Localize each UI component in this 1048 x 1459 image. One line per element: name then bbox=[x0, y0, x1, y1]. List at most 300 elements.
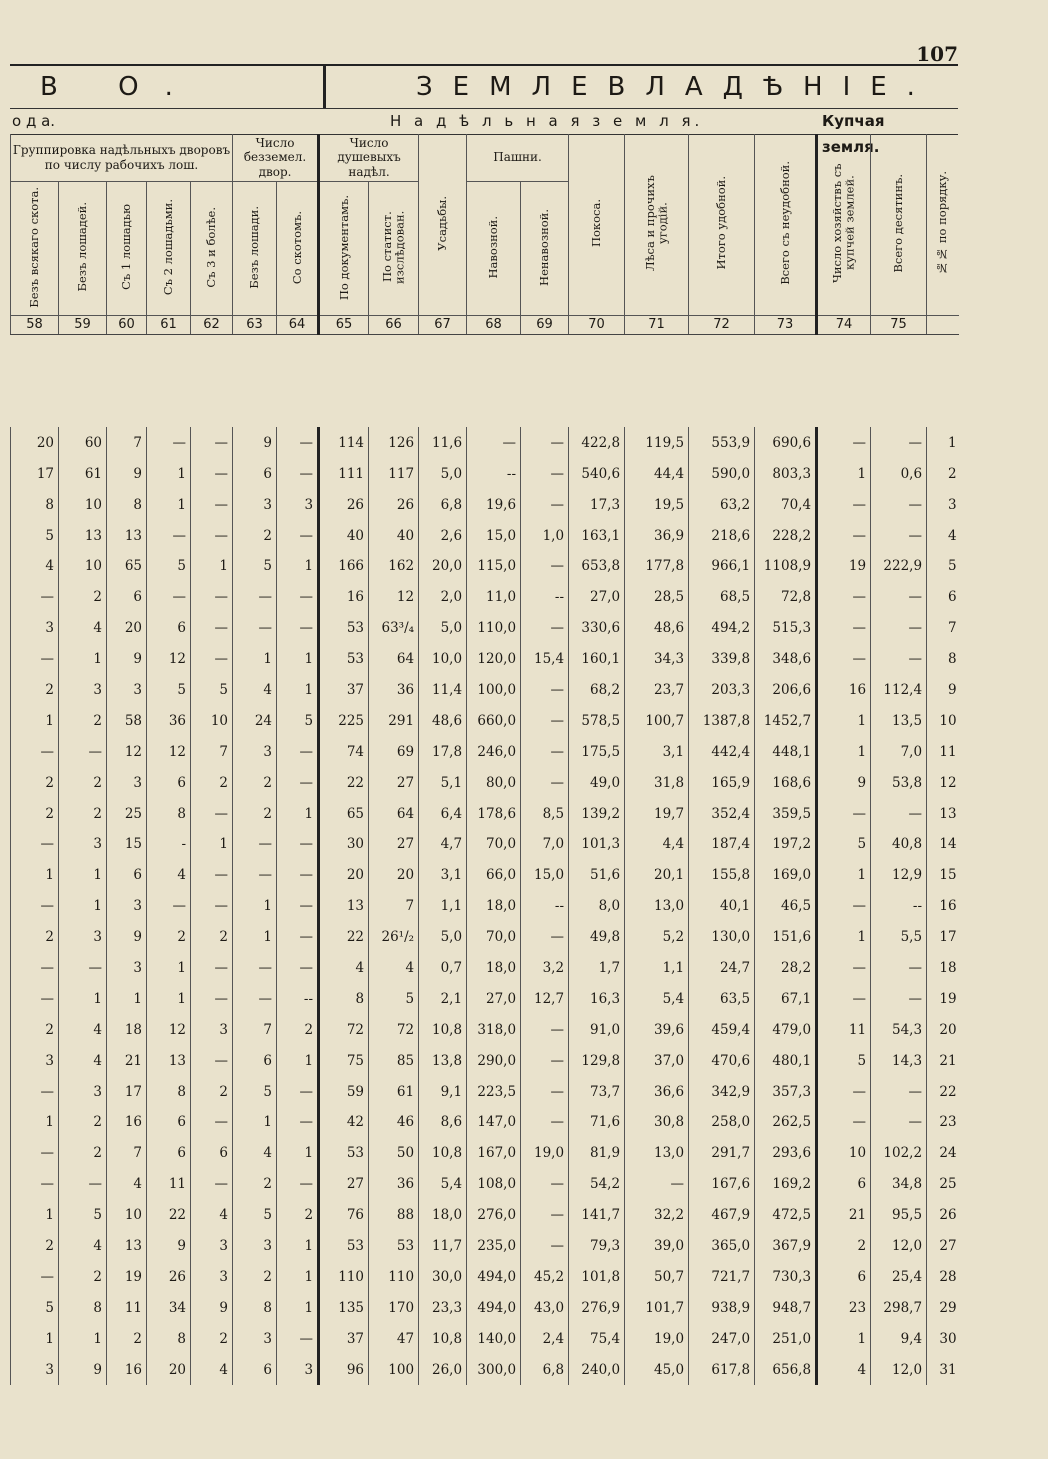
table-cell: — bbox=[147, 582, 191, 613]
table-cell: 4 bbox=[233, 675, 277, 706]
table-cell: 70,4 bbox=[755, 489, 817, 520]
table-cell: 339,8 bbox=[689, 644, 755, 675]
table-cell: 5 bbox=[191, 675, 233, 706]
table-cell: 16,3 bbox=[569, 983, 625, 1014]
table-cell: 5 bbox=[817, 1045, 871, 1076]
table-cell: 448,1 bbox=[755, 736, 817, 767]
table-cell: — bbox=[871, 427, 927, 458]
table-cell: — bbox=[817, 953, 871, 984]
table-cell: 51,6 bbox=[569, 860, 625, 891]
table-cell: 28,5 bbox=[625, 582, 689, 613]
table-cell: 27,0 bbox=[467, 983, 521, 1014]
table-cell: 21 bbox=[107, 1045, 147, 1076]
header-col-58: Безъ всякаго скота. bbox=[11, 182, 59, 316]
table-row bbox=[11, 520, 959, 551]
main-heading: ЗЕМЛЕВЛАДѢНІЕ. bbox=[323, 66, 1016, 108]
table-cell: 59 bbox=[319, 1076, 369, 1107]
table-cell: 15,0 bbox=[521, 860, 569, 891]
table-cell: 3 bbox=[191, 1231, 233, 1262]
table-cell: — bbox=[191, 644, 233, 675]
table-cell: 1387,8 bbox=[689, 705, 755, 736]
table-cell: 21 bbox=[817, 1200, 871, 1231]
table-cell: 4 bbox=[11, 551, 59, 582]
table-cell: 19,6 bbox=[467, 489, 521, 520]
table-row bbox=[11, 1014, 959, 1045]
row-index-cell: 22 bbox=[927, 1076, 959, 1107]
table-cell: 1 bbox=[59, 983, 107, 1014]
table-cell: 3 bbox=[233, 489, 277, 520]
table-cell: 5 bbox=[233, 1076, 277, 1107]
table-cell: — bbox=[11, 1076, 59, 1107]
table-cell: 9,1 bbox=[419, 1076, 467, 1107]
row-index-cell: 26 bbox=[927, 1200, 959, 1231]
table-cell: 53 bbox=[319, 613, 369, 644]
table-cell: 20,1 bbox=[625, 860, 689, 891]
table-cell: 18,0 bbox=[467, 891, 521, 922]
table-cell: 5 bbox=[233, 551, 277, 582]
table-cell: 6 bbox=[147, 1138, 191, 1169]
table-cell: 1 bbox=[191, 829, 233, 860]
header-col-70: Покоса. bbox=[569, 134, 625, 316]
table-cell: 653,8 bbox=[569, 551, 625, 582]
table-cell: 2 bbox=[11, 798, 59, 829]
table-cell: 40 bbox=[319, 520, 369, 551]
page-number: 107 bbox=[916, 42, 958, 66]
table-cell: 169,0 bbox=[755, 860, 817, 891]
table-cell: 9 bbox=[107, 458, 147, 489]
table-row bbox=[11, 1076, 959, 1107]
column-number: 75 bbox=[871, 316, 927, 335]
table-cell: 79,3 bbox=[569, 1231, 625, 1262]
table-cell: — bbox=[521, 736, 569, 767]
table-cell: 6 bbox=[233, 1354, 277, 1385]
table-cell: 359,5 bbox=[755, 798, 817, 829]
table-cell: 6,4 bbox=[419, 798, 467, 829]
table-cell: 4,4 bbox=[625, 829, 689, 860]
table-cell: — bbox=[277, 1323, 319, 1354]
table-cell: 3 bbox=[59, 1076, 107, 1107]
table-cell: 139,2 bbox=[569, 798, 625, 829]
table-cell: — bbox=[277, 829, 319, 860]
table-cell: — bbox=[277, 1169, 319, 1200]
table-cell: 2 bbox=[11, 922, 59, 953]
table-cell: 117 bbox=[369, 458, 419, 489]
table-cell: — bbox=[11, 736, 59, 767]
table-cell: 5,0 bbox=[419, 458, 467, 489]
table-cell: 12 bbox=[147, 644, 191, 675]
subheading-allotment: Н а д ѣ л ь н а я з е м л я. bbox=[390, 112, 704, 130]
subheading-left: о д а. bbox=[12, 112, 56, 130]
group-header-row bbox=[11, 134, 959, 182]
table-cell: — bbox=[59, 953, 107, 984]
column-number: 59 bbox=[59, 316, 107, 335]
table-cell: 8 bbox=[107, 489, 147, 520]
table-cell: 53 bbox=[369, 1231, 419, 1262]
table-cell: — bbox=[11, 644, 59, 675]
table-cell: 12 bbox=[107, 736, 147, 767]
table-cell: 6 bbox=[147, 767, 191, 798]
table-cell: — bbox=[521, 1200, 569, 1231]
table-cell: 247,0 bbox=[689, 1323, 755, 1354]
table-cell: 17,3 bbox=[569, 489, 625, 520]
table-cell: 13 bbox=[319, 891, 369, 922]
table-cell: 23,3 bbox=[419, 1292, 467, 1323]
table-cell: — bbox=[871, 983, 927, 1014]
table-cell: 3 bbox=[277, 489, 319, 520]
header-col-67: Усадьбы. bbox=[419, 134, 467, 316]
table-cell: 13 bbox=[59, 520, 107, 551]
table-cell: 20 bbox=[147, 1354, 191, 1385]
table-cell: 5,0 bbox=[419, 922, 467, 953]
table-cell: 36,9 bbox=[625, 520, 689, 551]
table-cell: - bbox=[147, 829, 191, 860]
table-cell: — bbox=[277, 767, 319, 798]
table-cell: 2 bbox=[191, 922, 233, 953]
table-cell: 5 bbox=[277, 705, 319, 736]
table-cell: — bbox=[817, 798, 871, 829]
table-cell: — bbox=[191, 582, 233, 613]
table-cell: 3 bbox=[277, 1354, 319, 1385]
table-cell: 170 bbox=[369, 1292, 419, 1323]
table-cell: 11 bbox=[147, 1169, 191, 1200]
row-index-cell: 3 bbox=[927, 489, 959, 520]
table-cell: 110 bbox=[369, 1261, 419, 1292]
header-col-64: Со скотомъ. bbox=[277, 182, 319, 316]
table-cell: 40 bbox=[369, 520, 419, 551]
table-cell: 135 bbox=[319, 1292, 369, 1323]
table-cell: 49,8 bbox=[569, 922, 625, 953]
table-cell: 10,8 bbox=[419, 1323, 467, 1354]
table-cell: — bbox=[11, 953, 59, 984]
table-cell: 291 bbox=[369, 705, 419, 736]
table-cell: 2 bbox=[107, 1323, 147, 1354]
header-horse-grouping: Группировка надѣльныхъ дворовъ по числу рабочихъ лош. bbox=[11, 134, 233, 182]
table-cell: 16 bbox=[107, 1354, 147, 1385]
table-cell: 803,3 bbox=[755, 458, 817, 489]
table-cell: 9 bbox=[233, 427, 277, 458]
table-cell: 10 bbox=[817, 1138, 871, 1169]
table-cell: 147,0 bbox=[467, 1107, 521, 1138]
table-cell: 1 bbox=[817, 705, 871, 736]
table-cell: 4 bbox=[319, 953, 369, 984]
column-number: 70 bbox=[569, 316, 625, 335]
table-cell: — bbox=[277, 922, 319, 953]
table-cell: 6 bbox=[817, 1261, 871, 1292]
table-cell: 43,0 bbox=[521, 1292, 569, 1323]
table-cell: 166 bbox=[319, 551, 369, 582]
table-cell: — bbox=[871, 520, 927, 551]
row-index-cell: 6 bbox=[927, 582, 959, 613]
table-cell: 422,8 bbox=[569, 427, 625, 458]
table-cell: 467,9 bbox=[689, 1200, 755, 1231]
table-cell: 5,4 bbox=[625, 983, 689, 1014]
row-index-cell: 18 bbox=[927, 953, 959, 984]
table-cell: 36 bbox=[369, 1169, 419, 1200]
header-col-66: По статист. изслѣдован. bbox=[369, 182, 419, 316]
table-cell: 4 bbox=[59, 1231, 107, 1262]
row-index-cell: 29 bbox=[927, 1292, 959, 1323]
table-cell: — bbox=[817, 983, 871, 1014]
table-cell: 72 bbox=[319, 1014, 369, 1045]
table-cell: 8 bbox=[59, 1292, 107, 1323]
table-cell: 590,0 bbox=[689, 458, 755, 489]
table-cell: 553,9 bbox=[689, 427, 755, 458]
table-cell: 40,8 bbox=[871, 829, 927, 860]
table-cell: — bbox=[11, 829, 59, 860]
table-cell: 276,0 bbox=[467, 1200, 521, 1231]
table-cell: 357,3 bbox=[755, 1076, 817, 1107]
row-index-cell: 13 bbox=[927, 798, 959, 829]
table-cell: 656,8 bbox=[755, 1354, 817, 1385]
table-cell: 2 bbox=[59, 582, 107, 613]
table-cell: 6 bbox=[233, 458, 277, 489]
table-cell: 3 bbox=[191, 1014, 233, 1045]
table-cell: 101,8 bbox=[569, 1261, 625, 1292]
table-cell: — bbox=[871, 1107, 927, 1138]
table-cell: — bbox=[11, 1169, 59, 1200]
table-cell: 1 bbox=[277, 1231, 319, 1262]
table-cell: 167,6 bbox=[689, 1169, 755, 1200]
table-cell: 8,6 bbox=[419, 1107, 467, 1138]
table-spacer-row bbox=[11, 335, 959, 428]
table-cell: 13 bbox=[147, 1045, 191, 1076]
header-landless: Число безземел. двор. bbox=[233, 134, 319, 182]
table-cell: 1108,9 bbox=[755, 551, 817, 582]
table-cell: 168,6 bbox=[755, 767, 817, 798]
table-cell: 30,8 bbox=[625, 1107, 689, 1138]
table-cell: — bbox=[191, 860, 233, 891]
table-cell: 177,8 bbox=[625, 551, 689, 582]
table-cell: 1 bbox=[277, 551, 319, 582]
table-cell: 63,2 bbox=[689, 489, 755, 520]
table-cell: 8,0 bbox=[569, 891, 625, 922]
table-cell: — bbox=[521, 705, 569, 736]
table-cell: 367,9 bbox=[755, 1231, 817, 1262]
row-index-cell: 28 bbox=[927, 1261, 959, 1292]
column-number: 72 bbox=[689, 316, 755, 335]
table-cell: 13 bbox=[107, 1231, 147, 1262]
table-cell: — bbox=[11, 891, 59, 922]
table-cell: 101,3 bbox=[569, 829, 625, 860]
table-cell: 2 bbox=[59, 705, 107, 736]
table-cell: 1 bbox=[11, 705, 59, 736]
table-cell: 2 bbox=[59, 798, 107, 829]
table-cell: 7 bbox=[191, 736, 233, 767]
table-cell: 100,7 bbox=[625, 705, 689, 736]
table-cell: — bbox=[871, 953, 927, 984]
table-cell: — bbox=[817, 582, 871, 613]
table-cell: — bbox=[11, 1261, 59, 1292]
table-cell: — bbox=[191, 458, 233, 489]
table-cell: 114 bbox=[319, 427, 369, 458]
table-cell: 6 bbox=[107, 860, 147, 891]
table-cell: 197,2 bbox=[755, 829, 817, 860]
table-cell: 34,3 bbox=[625, 644, 689, 675]
table-cell: 4 bbox=[191, 1200, 233, 1231]
table-cell: 1 bbox=[277, 675, 319, 706]
table-cell: 167,0 bbox=[467, 1138, 521, 1169]
table-cell: 53 bbox=[319, 1138, 369, 1169]
table-row bbox=[11, 1354, 959, 1385]
table-cell: 49,0 bbox=[569, 767, 625, 798]
table-cell: 10 bbox=[59, 489, 107, 520]
table-cell: — bbox=[277, 582, 319, 613]
table-cell: 26¹/₂ bbox=[369, 922, 419, 953]
table-row bbox=[11, 582, 959, 613]
table-cell: 17,8 bbox=[419, 736, 467, 767]
table-cell: 44,4 bbox=[625, 458, 689, 489]
table-cell: 65 bbox=[107, 551, 147, 582]
table-cell: 165,9 bbox=[689, 767, 755, 798]
table-cell: 1 bbox=[107, 983, 147, 1014]
table-row bbox=[11, 891, 959, 922]
table-cell: 81,9 bbox=[569, 1138, 625, 1169]
table-cell: 19 bbox=[817, 551, 871, 582]
column-number: 58 bbox=[11, 316, 59, 335]
table-row bbox=[11, 675, 959, 706]
table-cell: 1,7 bbox=[569, 953, 625, 984]
table-cell: 4 bbox=[191, 1354, 233, 1385]
table-cell: 11 bbox=[107, 1292, 147, 1323]
table-cell: 115,0 bbox=[467, 551, 521, 582]
table-cell: 10,8 bbox=[419, 1014, 467, 1045]
header-col-74: Число хозяйствъ съ купчей землей. bbox=[817, 134, 871, 316]
row-index-cell: 25 bbox=[927, 1169, 959, 1200]
table-cell: — bbox=[521, 767, 569, 798]
table-cell: 16 bbox=[817, 675, 871, 706]
table-cell: 276,9 bbox=[569, 1292, 625, 1323]
table-cell: 10 bbox=[107, 1200, 147, 1231]
table-cell: 206,6 bbox=[755, 675, 817, 706]
table-cell: 300,0 bbox=[467, 1354, 521, 1385]
header-col-73: Всего съ неудобной. bbox=[755, 134, 817, 316]
table-row bbox=[11, 458, 959, 489]
table-cell: 3 bbox=[233, 736, 277, 767]
table-cell: 13,8 bbox=[419, 1045, 467, 1076]
table-cell: 365,0 bbox=[689, 1231, 755, 1262]
table-cell: 1 bbox=[11, 1323, 59, 1354]
table-cell: 4 bbox=[147, 860, 191, 891]
table-cell: 5,4 bbox=[419, 1169, 467, 1200]
table-cell: — bbox=[277, 427, 319, 458]
table-cell: 348,6 bbox=[755, 644, 817, 675]
table-cell: — bbox=[191, 891, 233, 922]
table-cell: 75 bbox=[319, 1045, 369, 1076]
table-cell: 1,1 bbox=[625, 953, 689, 984]
table-cell: -- bbox=[277, 983, 319, 1014]
table-cell: 6 bbox=[147, 613, 191, 644]
table-cell: 494,0 bbox=[467, 1261, 521, 1292]
table-cell: 20 bbox=[11, 427, 59, 458]
table-cell: 1,1 bbox=[419, 891, 467, 922]
table-cell: 3 bbox=[59, 829, 107, 860]
table-cell: 26,0 bbox=[419, 1354, 467, 1385]
table-cell: 2 bbox=[817, 1231, 871, 1262]
table-cell: 50,7 bbox=[625, 1261, 689, 1292]
header-col-75: Всего десятинъ. bbox=[871, 134, 927, 316]
table-cell: 617,8 bbox=[689, 1354, 755, 1385]
table-cell: 4 bbox=[59, 613, 107, 644]
row-index-cell: 30 bbox=[927, 1323, 959, 1354]
table-cell: 10 bbox=[59, 551, 107, 582]
table-cell: — bbox=[521, 458, 569, 489]
table-cell: 1 bbox=[277, 1292, 319, 1323]
table-cell: 68,2 bbox=[569, 675, 625, 706]
table-cell: 24 bbox=[233, 705, 277, 736]
table-cell: 1 bbox=[817, 1323, 871, 1354]
table-cell: 169,2 bbox=[755, 1169, 817, 1200]
header-col-59: Безъ лошадей. bbox=[59, 182, 107, 316]
table-cell: 4 bbox=[369, 953, 419, 984]
table-row bbox=[11, 798, 959, 829]
table-cell: 66,0 bbox=[467, 860, 521, 891]
header-col-65: По документамъ. bbox=[319, 182, 369, 316]
row-index-cell: 2 bbox=[927, 458, 959, 489]
table-cell: 480,1 bbox=[755, 1045, 817, 1076]
table-row bbox=[11, 983, 959, 1014]
table-cell: — bbox=[871, 798, 927, 829]
table-row bbox=[11, 1107, 959, 1138]
table-cell: 3 bbox=[11, 613, 59, 644]
table-cell: 95,5 bbox=[871, 1200, 927, 1231]
table-cell: 140,0 bbox=[467, 1323, 521, 1354]
table-row bbox=[11, 829, 959, 860]
table-cell: — bbox=[277, 860, 319, 891]
column-number: 68 bbox=[467, 316, 521, 335]
table-cell: 203,3 bbox=[689, 675, 755, 706]
table-cell: — bbox=[817, 613, 871, 644]
table-row bbox=[11, 1045, 959, 1076]
table-cell: 1 bbox=[277, 1138, 319, 1169]
left-heading: В О. bbox=[40, 72, 199, 102]
table-cell: — bbox=[59, 1169, 107, 1200]
table-cell: 19,7 bbox=[625, 798, 689, 829]
table-cell: 6 bbox=[191, 1138, 233, 1169]
table-cell: 15 bbox=[107, 829, 147, 860]
table-cell: 39,6 bbox=[625, 1014, 689, 1045]
table-row bbox=[11, 953, 959, 984]
table-cell: 30,0 bbox=[419, 1261, 467, 1292]
table-cell: 8 bbox=[233, 1292, 277, 1323]
table-cell: 61 bbox=[59, 458, 107, 489]
table-cell: 12,7 bbox=[521, 983, 569, 1014]
table-cell: 690,6 bbox=[755, 427, 817, 458]
table-cell: 251,0 bbox=[755, 1323, 817, 1354]
table-cell: 11 bbox=[817, 1014, 871, 1045]
row-index-cell: 11 bbox=[927, 736, 959, 767]
table-cell: 39,0 bbox=[625, 1231, 689, 1262]
table-cell: 18 bbox=[107, 1014, 147, 1045]
table-cell: 470,6 bbox=[689, 1045, 755, 1076]
table-cell: 74 bbox=[319, 736, 369, 767]
table-cell: — bbox=[467, 427, 521, 458]
table-cell: 48,6 bbox=[625, 613, 689, 644]
table-cell: — bbox=[277, 1076, 319, 1107]
header-col-63: Безъ лошади. bbox=[233, 182, 277, 316]
table-cell: — bbox=[817, 891, 871, 922]
table-cell: 13 bbox=[107, 520, 147, 551]
table-cell: 578,5 bbox=[569, 705, 625, 736]
table-cell: 72,8 bbox=[755, 582, 817, 613]
table-cell: 494,0 bbox=[467, 1292, 521, 1323]
table-cell: 63,5 bbox=[689, 983, 755, 1014]
table-cell: 948,7 bbox=[755, 1292, 817, 1323]
table-cell: 9 bbox=[59, 1354, 107, 1385]
table-cell: 160,1 bbox=[569, 644, 625, 675]
table-cell: 2 bbox=[233, 798, 277, 829]
table-row bbox=[11, 860, 959, 891]
table-cell: 1 bbox=[147, 983, 191, 1014]
